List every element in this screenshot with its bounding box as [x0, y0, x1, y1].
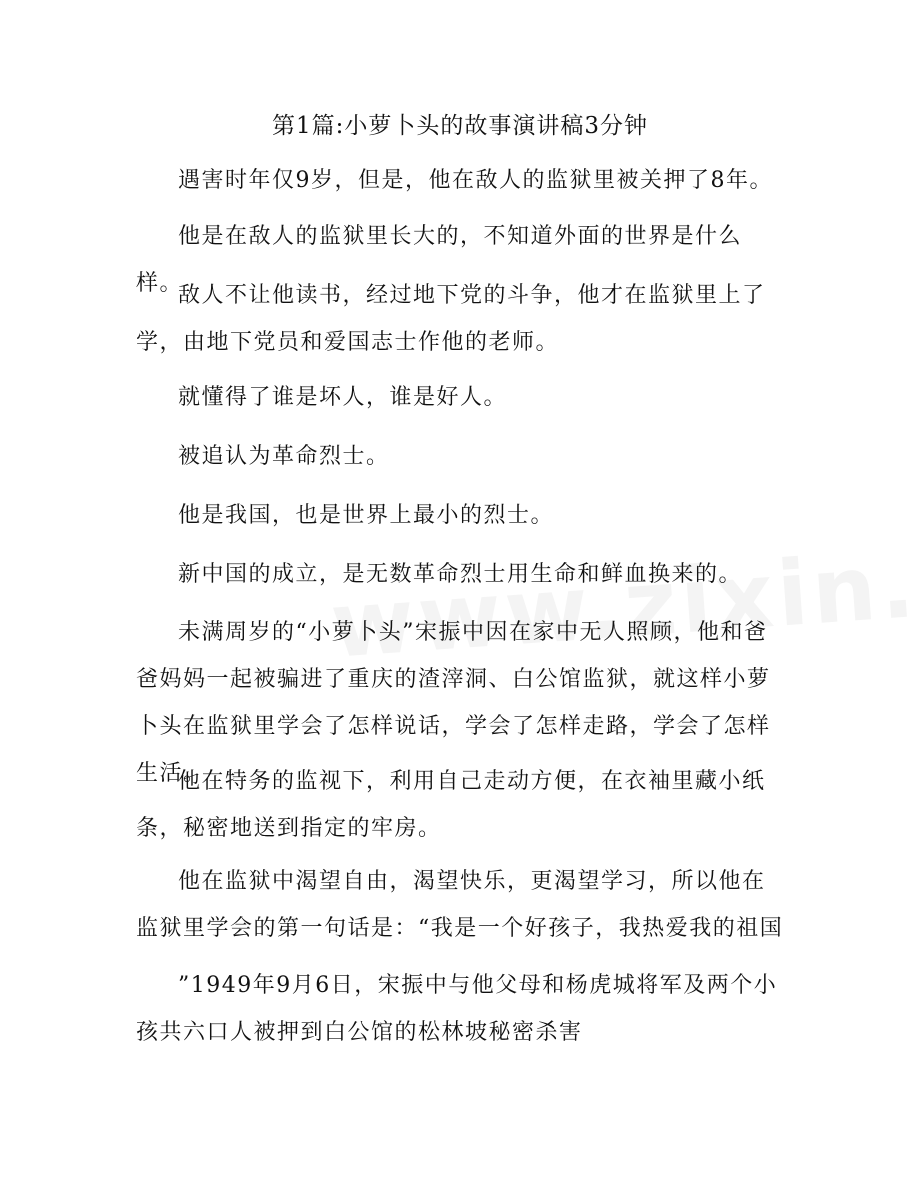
- paragraph-7: 新中国的成立，是无数革命烈士用生命和鲜血换来的。: [178, 562, 743, 587]
- paragraph-8: 未满周岁的“小萝卜头”宋振中因在家中无人照顾，他和爸爸妈妈一起被骗进了重庆的渣滓洞、白公馆监狱，就这样小萝卜头在监狱里学会了怎样说话，学会了怎样走路，学会了怎样生活。: [136, 620, 771, 786]
- paragraph-1: 遇害时年仅9岁，但是，他在敌人的监狱里被关押了8年。: [178, 168, 773, 193]
- paragraph-4: 就懂得了谁是坏人，谁是好人。: [178, 385, 508, 410]
- paragraph-9: 他在特务的监视下，利用自己走动方便，在衣袖里藏小纸条，秘密地送到指定的牢房。: [136, 769, 766, 841]
- paragraph-10: 他在监狱中渴望自由，渴望快乐，更渴望学习，所以他在监狱里学会的第一句话是：“我是一个好孩子，我热爱我的祖国: [136, 869, 784, 941]
- paragraph-2: 他是在敌人的监狱里长大的，不知道外面的世界是什么样。: [136, 224, 743, 296]
- paragraph-11: ”1949年9月6日，宋振中与他父母和杨虎城将军及两个小孩共六口人被押到白公馆的松林坡秘密杀害: [136, 973, 778, 1045]
- paragraph-3: 敌人不让他读书，经过地下党的斗争，他才在监狱里上了学，由地下党员和爱国志士作他的老师。: [136, 283, 766, 355]
- document-title: 第1篇:小萝卜头的故事演讲稿3分钟: [271, 113, 648, 139]
- paragraph-6: 他是我国，也是世界上最小的烈士。: [178, 503, 555, 528]
- paragraph-5: 被追认为革命烈士。: [178, 444, 390, 469]
